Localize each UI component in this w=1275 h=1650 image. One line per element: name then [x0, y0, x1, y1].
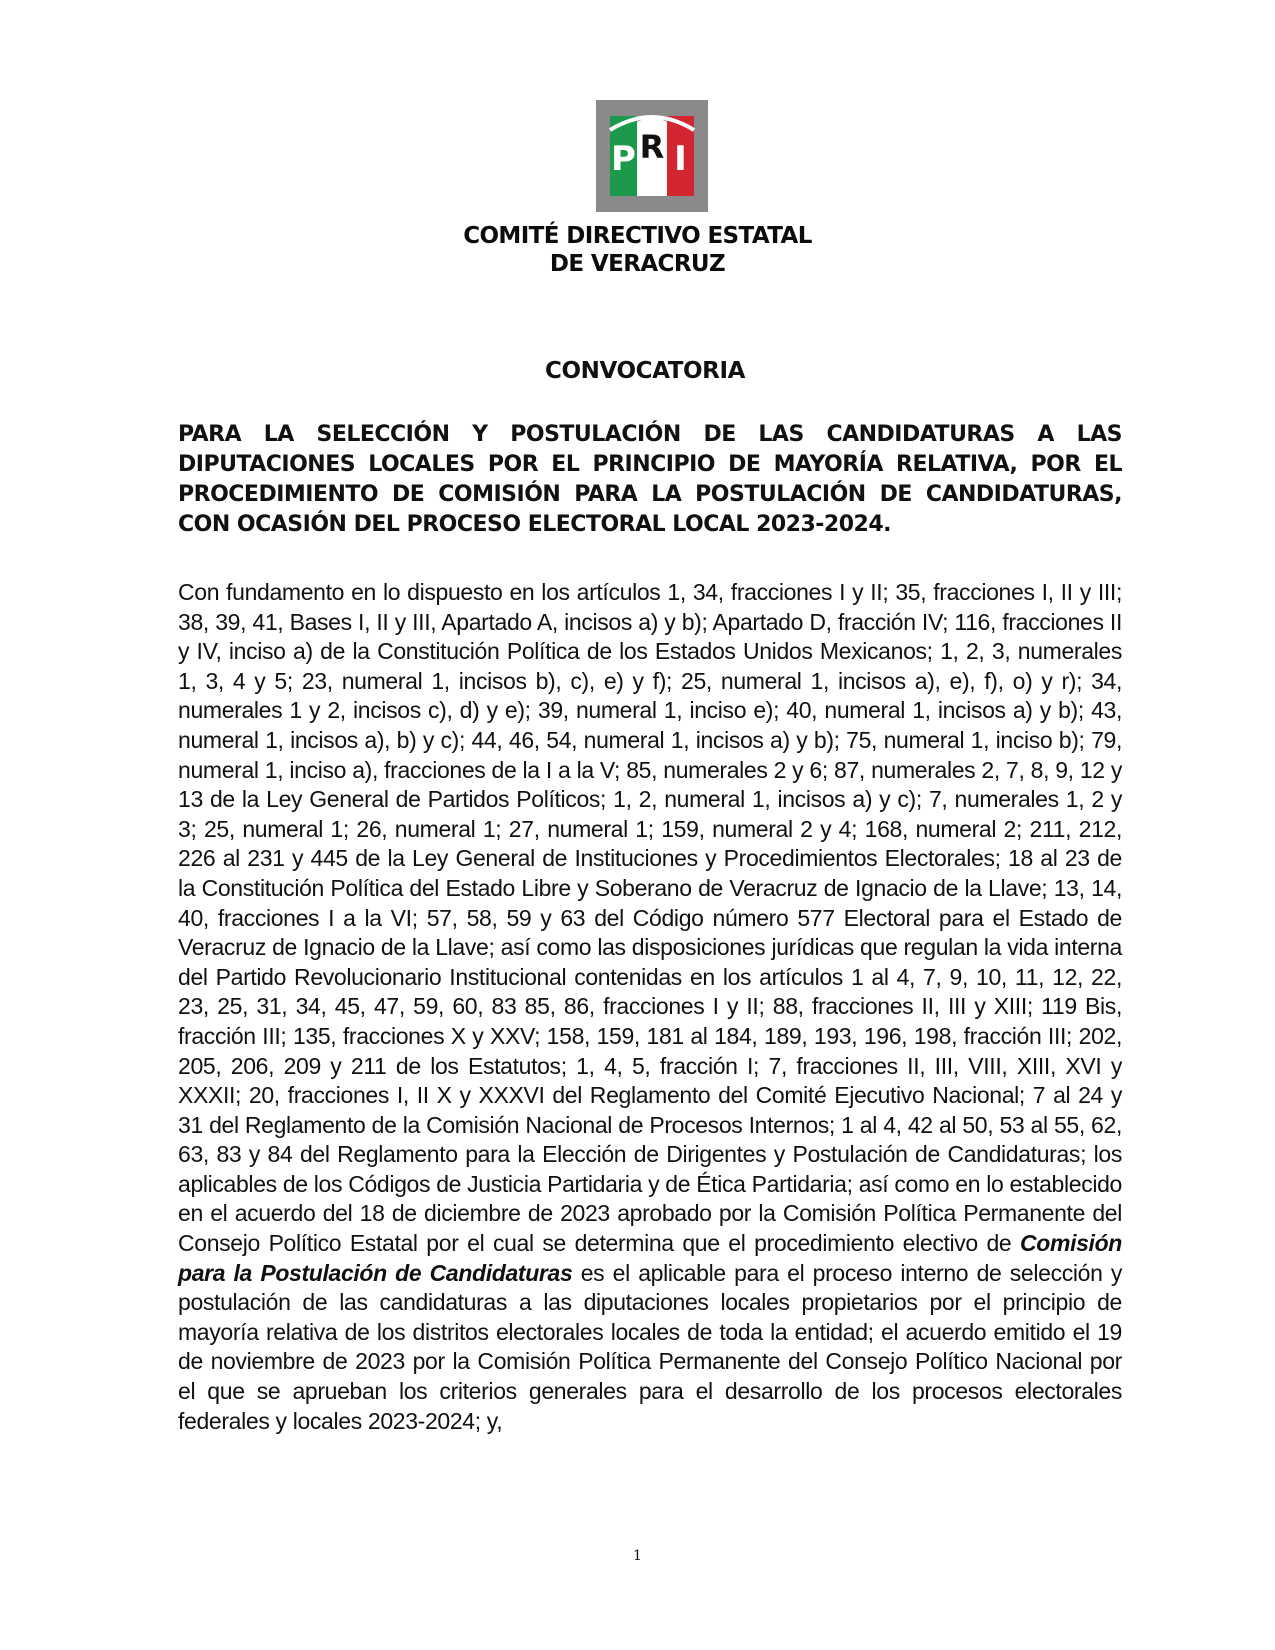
pri-logo — [596, 100, 708, 212]
organization-name-line1: COMITÉ DIRECTIVO ESTATAL — [463, 223, 812, 249]
document-title: CONVOCATORIA — [544, 358, 746, 384]
body-paragraph — [178, 578, 1122, 1436]
organization-name — [0, 222, 1275, 278]
body-emphasis: Comisión para la Postulación de Candidaturas — [178, 1230, 1122, 1286]
body-text-part2: es el aplicable para el proceso interno de selección y postulación de las candidaturas a las diputaciones locales propietarios por el principio de mayoría relativa de los distritos electorales locales de toda la entidad; el acuerdo emitido el 19 de noviembre de 2023 por la Comisión Política Permanente del Consejo Político Nacional por el que se aprueban los criterios generales para el desarrollo de los procesos electorales federales y locales 2023-2024; y, — [178, 1259, 1122, 1434]
pri-logo-graphic — [596, 100, 708, 212]
organization-name-line2: DE VERACRUZ — [549, 251, 726, 277]
logo-letter-p: P — [611, 139, 636, 179]
logo-letter-r: R — [639, 128, 665, 166]
body-text-part1: Con fundamento en lo dispuesto en los artículos 1, 34, fracciones I y II; 35, fracciones I, II y III; 38, 39, 41, Bases I, II y III, Apartado A, incisos a) y b); Apartado D, fracción IV; 116, fracciones II y IV, inciso a) de la Constitución Política de los Estados Unidos Mexicanos; 1, 2, 3, numerales 1, 3, 4 y 5; 23, numeral 1, incisos b), c), e) y f); 25, numeral 1, incisos a), e), f), o) y r); 34, numerales 1 y 2, incisos c), d) y e); 39, numeral 1, inciso e); 40, numeral 1, incisos a) y b); 43, numeral 1, incisos a), b) y c); 44, 46, 54, numeral 1, incisos a) y b); 75, numeral 1, inciso b); 79, numeral 1, inciso a), fracciones de la I a la V; 85, numerales 2 y 6; 87, numerales 2, 7, 8, 9, 12 y 13 de la Ley General de Partidos Políticos; 1, 2, numeral 1, incisos a) y c); 7, numerales 1, 2 y 3; 25, numeral 1; 26, numeral 1; 27, numeral 1; 159, numeral 2 y 4; 168, numeral 2; 211, 212, 226 al 231 y 445 de la Ley General de Instituciones y Procedimientos Electorales; 18 al 23 de la Constitución Política del Estado Libre y Soberano de Veracruz de Ignacio de la Llave; 13, 14, 40, fracciones I a la VI; 57, 58, 59 y 63 del Código número 577 Electoral para el Estado de Veracruz de Ignacio de la Llave; así como las disposiciones jurídicas que regulan la vida interna del Partido Revolucionario Institucional contenidas en los artículos 1 al 4, 7, 9, 10, 11, 12, 22, 23, 25, 31, 34, 45, 47, 59, 60, 83 85, 86, fracciones I y II; 88, fracciones II, III y XIII; 119 Bis, fracción III; 135, fracciones X y XXV; 158, 159, 181 al 184, 189, 193, 196, 198, fracción III; 202, 205, 206, 209 y 211 de los Estatutos; 1, 4, 5, fracción I; 7, fracciones II, III, VIII, XIII, XVI y XXXII; 20, fracciones I, II X y XXXVI del Reglamento del Comité Ejecutivo Nacional; 7 al 24 y 31 del Reglamento de la Comisión Nacional de Procesos Internos; 1 al 4, 42 al 50, 53 al 55, 62, 63, 83 y 84 del Reglamento para la Elección de Dirigentes y Postulación de Candidaturas; los aplicables de los Códigos de Justicia Partidaria y de Ética Partidaria; así como en lo establecido en el acuerdo del 18 de diciembre de 2023 aprobado por la Comisión Política Permanente del Consejo Político Estatal por el cual se determina que el procedimiento electivo de — [178, 579, 1122, 1257]
page-number: 1 — [633, 1548, 642, 1564]
document-subtitle: PARA LA SELECCIÓN Y POSTULACIÓN DE LAS CANDIDATURAS A LAS DIPUTACIONES LOCALES POR EL PRINCIPIO DE MAYORÍA RELATIVA, POR EL PROCEDIMIENTO DE COMISIÓN PARA LA POSTULACIÓN DE CANDIDATURAS, CON OCASIÓN DEL PROCESO ELECTORAL LOCAL 2023-2024. — [178, 422, 1122, 537]
logo-letter-i: I — [674, 139, 687, 179]
